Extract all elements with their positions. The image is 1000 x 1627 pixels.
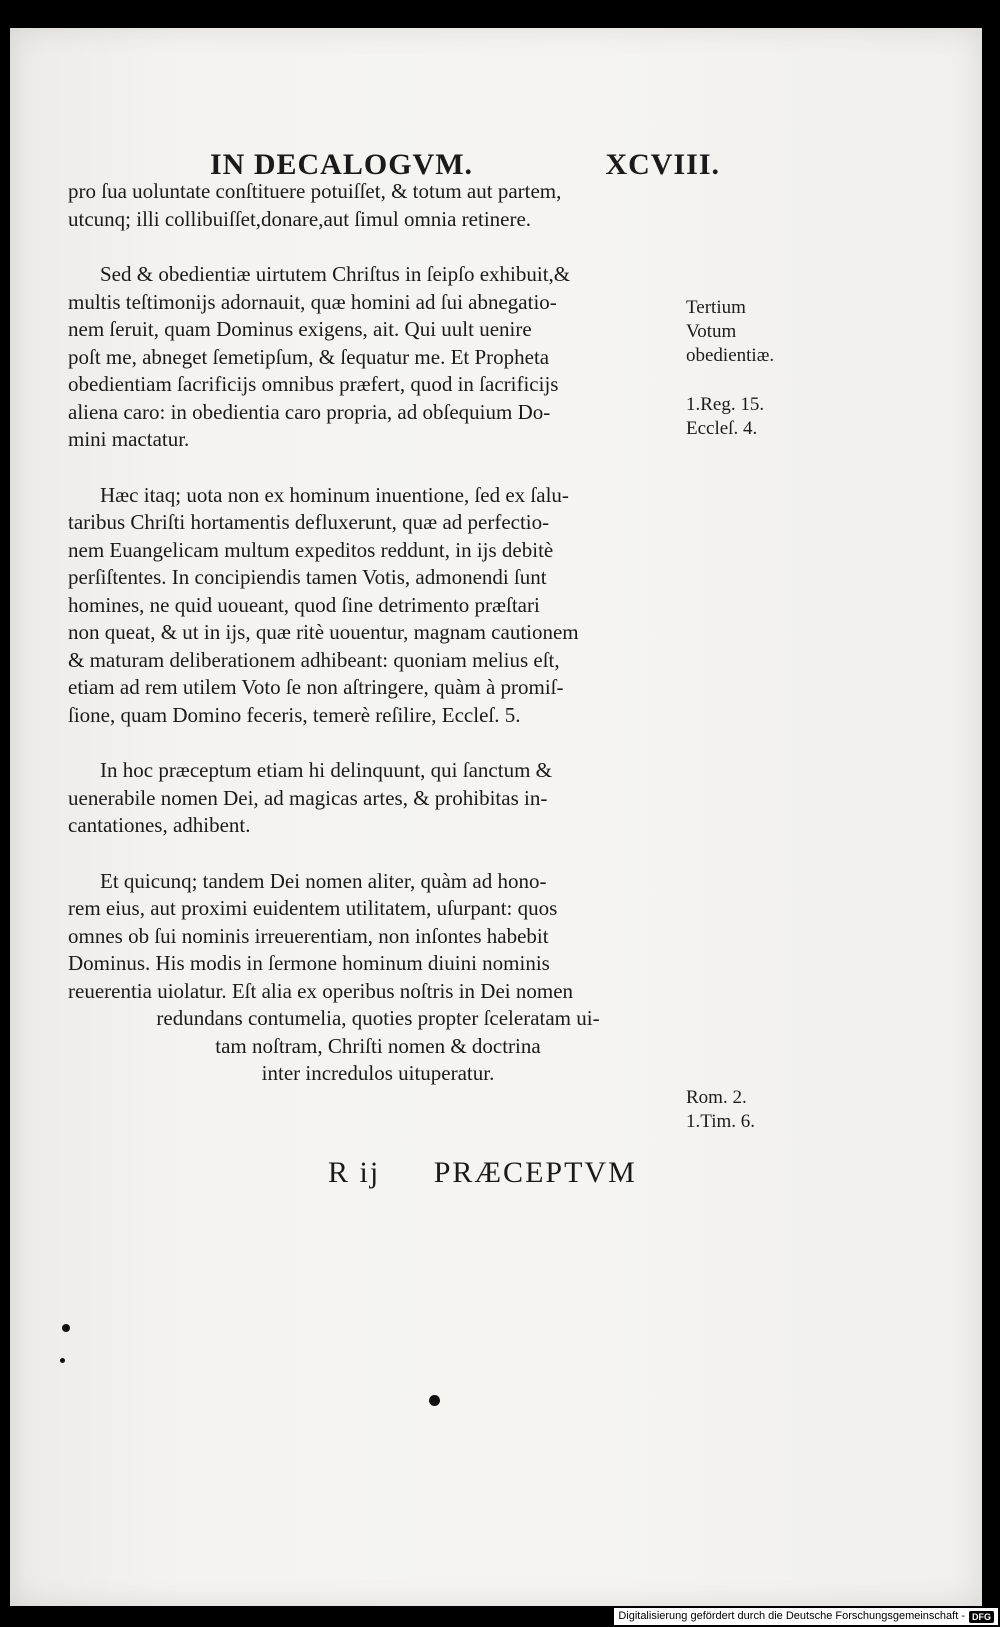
marginal-note-rom-tim bbox=[686, 1086, 755, 1134]
text-line: Hæc itaq; uota non ex hominum inuentione, ſed ex ſalu- bbox=[100, 482, 569, 507]
text-line: nem ſeruit, quam Dominus exigens, ait. Qui uult uenire bbox=[68, 317, 532, 341]
text-line: cantationes, adhibent. bbox=[68, 813, 251, 837]
text-line: obedientiam ſacrificijs omnibus præfert, quod in ſacrificijs bbox=[68, 372, 559, 396]
paragraph-3 bbox=[68, 482, 688, 730]
marginal-line: 1.Tim. 6. bbox=[686, 1111, 755, 1132]
ink-speck bbox=[62, 1324, 70, 1332]
dfg-logo: DFG bbox=[969, 1611, 994, 1623]
digitization-credit bbox=[614, 1608, 998, 1625]
text-line: tam noſtram, Chriſti nomen & doctrina bbox=[215, 1033, 541, 1058]
text-line: taribus Chriſti hortamentis defluxerunt, quæ ad perfectio- bbox=[68, 510, 550, 534]
text-line: Et quicunq; tandem Dei nomen aliter, quàm ad hono- bbox=[100, 868, 547, 893]
catchword: PRÆCEPTVM bbox=[433, 1156, 637, 1189]
text-line: In hoc præceptum etiam hi delinquunt, qui ſanctum & bbox=[100, 758, 552, 782]
paragraph-4 bbox=[68, 757, 688, 840]
running-head-title: IN DECALOGVM. bbox=[210, 148, 474, 181]
text-line: mini mactatur. bbox=[68, 427, 190, 451]
ink-speck bbox=[429, 1395, 440, 1406]
marginal-line: Eccleſ. 4. bbox=[686, 418, 758, 439]
folio-number: XCVIII. bbox=[605, 148, 720, 181]
marginal-line: 1.Reg. 15. bbox=[686, 394, 765, 415]
book-page bbox=[10, 28, 982, 1606]
text-line: non queat, & ut in ijs, quæ ritè uouentur, magnam cautionem bbox=[68, 620, 579, 644]
text-line: rem eius, aut proximi euidentem utilitatem, uſurpant: quos bbox=[68, 896, 558, 920]
text-line: & maturam deliberationem adhibeant: quoniam melius eſt, bbox=[68, 647, 560, 672]
text-line: inter incredulos uituperatur. bbox=[261, 1061, 495, 1085]
marginal-line: obedientiæ. bbox=[686, 345, 775, 366]
credit-text: Digitalisierung gefördert durch die Deutsche Forschungsgemeinschaft - bbox=[618, 1610, 965, 1622]
text-line: Sed & obedientiæ uirtutem Chriſtus in ſeipſo exhibuit,& bbox=[100, 262, 571, 286]
text-line: homines, ne quid uoueant, quod ſine detrimento præſtari bbox=[68, 592, 540, 617]
marginal-note-references bbox=[686, 393, 764, 441]
text-line: ſione, quam Domino feceris, temerè reſilire, Eccleſ. 5. bbox=[68, 702, 521, 727]
text-line: aliena caro: in obedientia caro propria, ad obſequium Do- bbox=[68, 399, 551, 424]
text-line: nem Euangelicam multum expeditos reddunt, in ijs debitè bbox=[68, 537, 554, 562]
text-line: etiam ad rem utilem Voto ſe non aſtringere, quàm à promiſ- bbox=[68, 675, 564, 699]
catchword-line bbox=[328, 1156, 708, 1190]
paragraph-2 bbox=[68, 261, 688, 454]
paragraph-1 bbox=[68, 178, 688, 233]
text-line: poſt me, abneget ſemetipſum, & ſequatur me. Et Propheta bbox=[68, 344, 550, 369]
text-line: utcunq; illi collibuiſſet,donare,aut ſimul omnia retinere. bbox=[68, 206, 532, 231]
marginal-line: Tertium bbox=[686, 297, 746, 318]
text-line: Dominus. His modis in ſermone hominum diuini nominis bbox=[68, 951, 550, 975]
text-line: omnes ob ſui nominis irreuerentiam, non inſontes habebit bbox=[68, 923, 549, 948]
ink-speck bbox=[60, 1358, 65, 1363]
signature-mark: R ij bbox=[328, 1156, 381, 1189]
text-line: multis teſtimonijs adornauit, quæ homini ad ſui abnegatio- bbox=[68, 289, 557, 314]
marginal-line: Votum bbox=[686, 321, 737, 342]
marginal-line: Rom. 2. bbox=[686, 1087, 747, 1108]
text-line: uenerabile nomen Dei, ad magicas artes, & prohibitas in- bbox=[68, 785, 548, 810]
main-text bbox=[68, 178, 688, 1088]
text-line: redundans contumelia, quoties propter ſceleratam ui- bbox=[156, 1006, 600, 1030]
text-line: pro ſua uoluntate conſtituere potuiſſet, & totum aut partem, bbox=[68, 179, 562, 203]
paragraph-5 bbox=[68, 868, 688, 1088]
text-line: perſiſtentes. In concipiendis tamen Votis, admonendi ſunt bbox=[68, 565, 547, 589]
marginal-note-votum bbox=[686, 296, 774, 368]
text-line: reuerentia uiolatur. Eſt alia ex operibus noſtris in Dei nomen bbox=[68, 978, 574, 1003]
